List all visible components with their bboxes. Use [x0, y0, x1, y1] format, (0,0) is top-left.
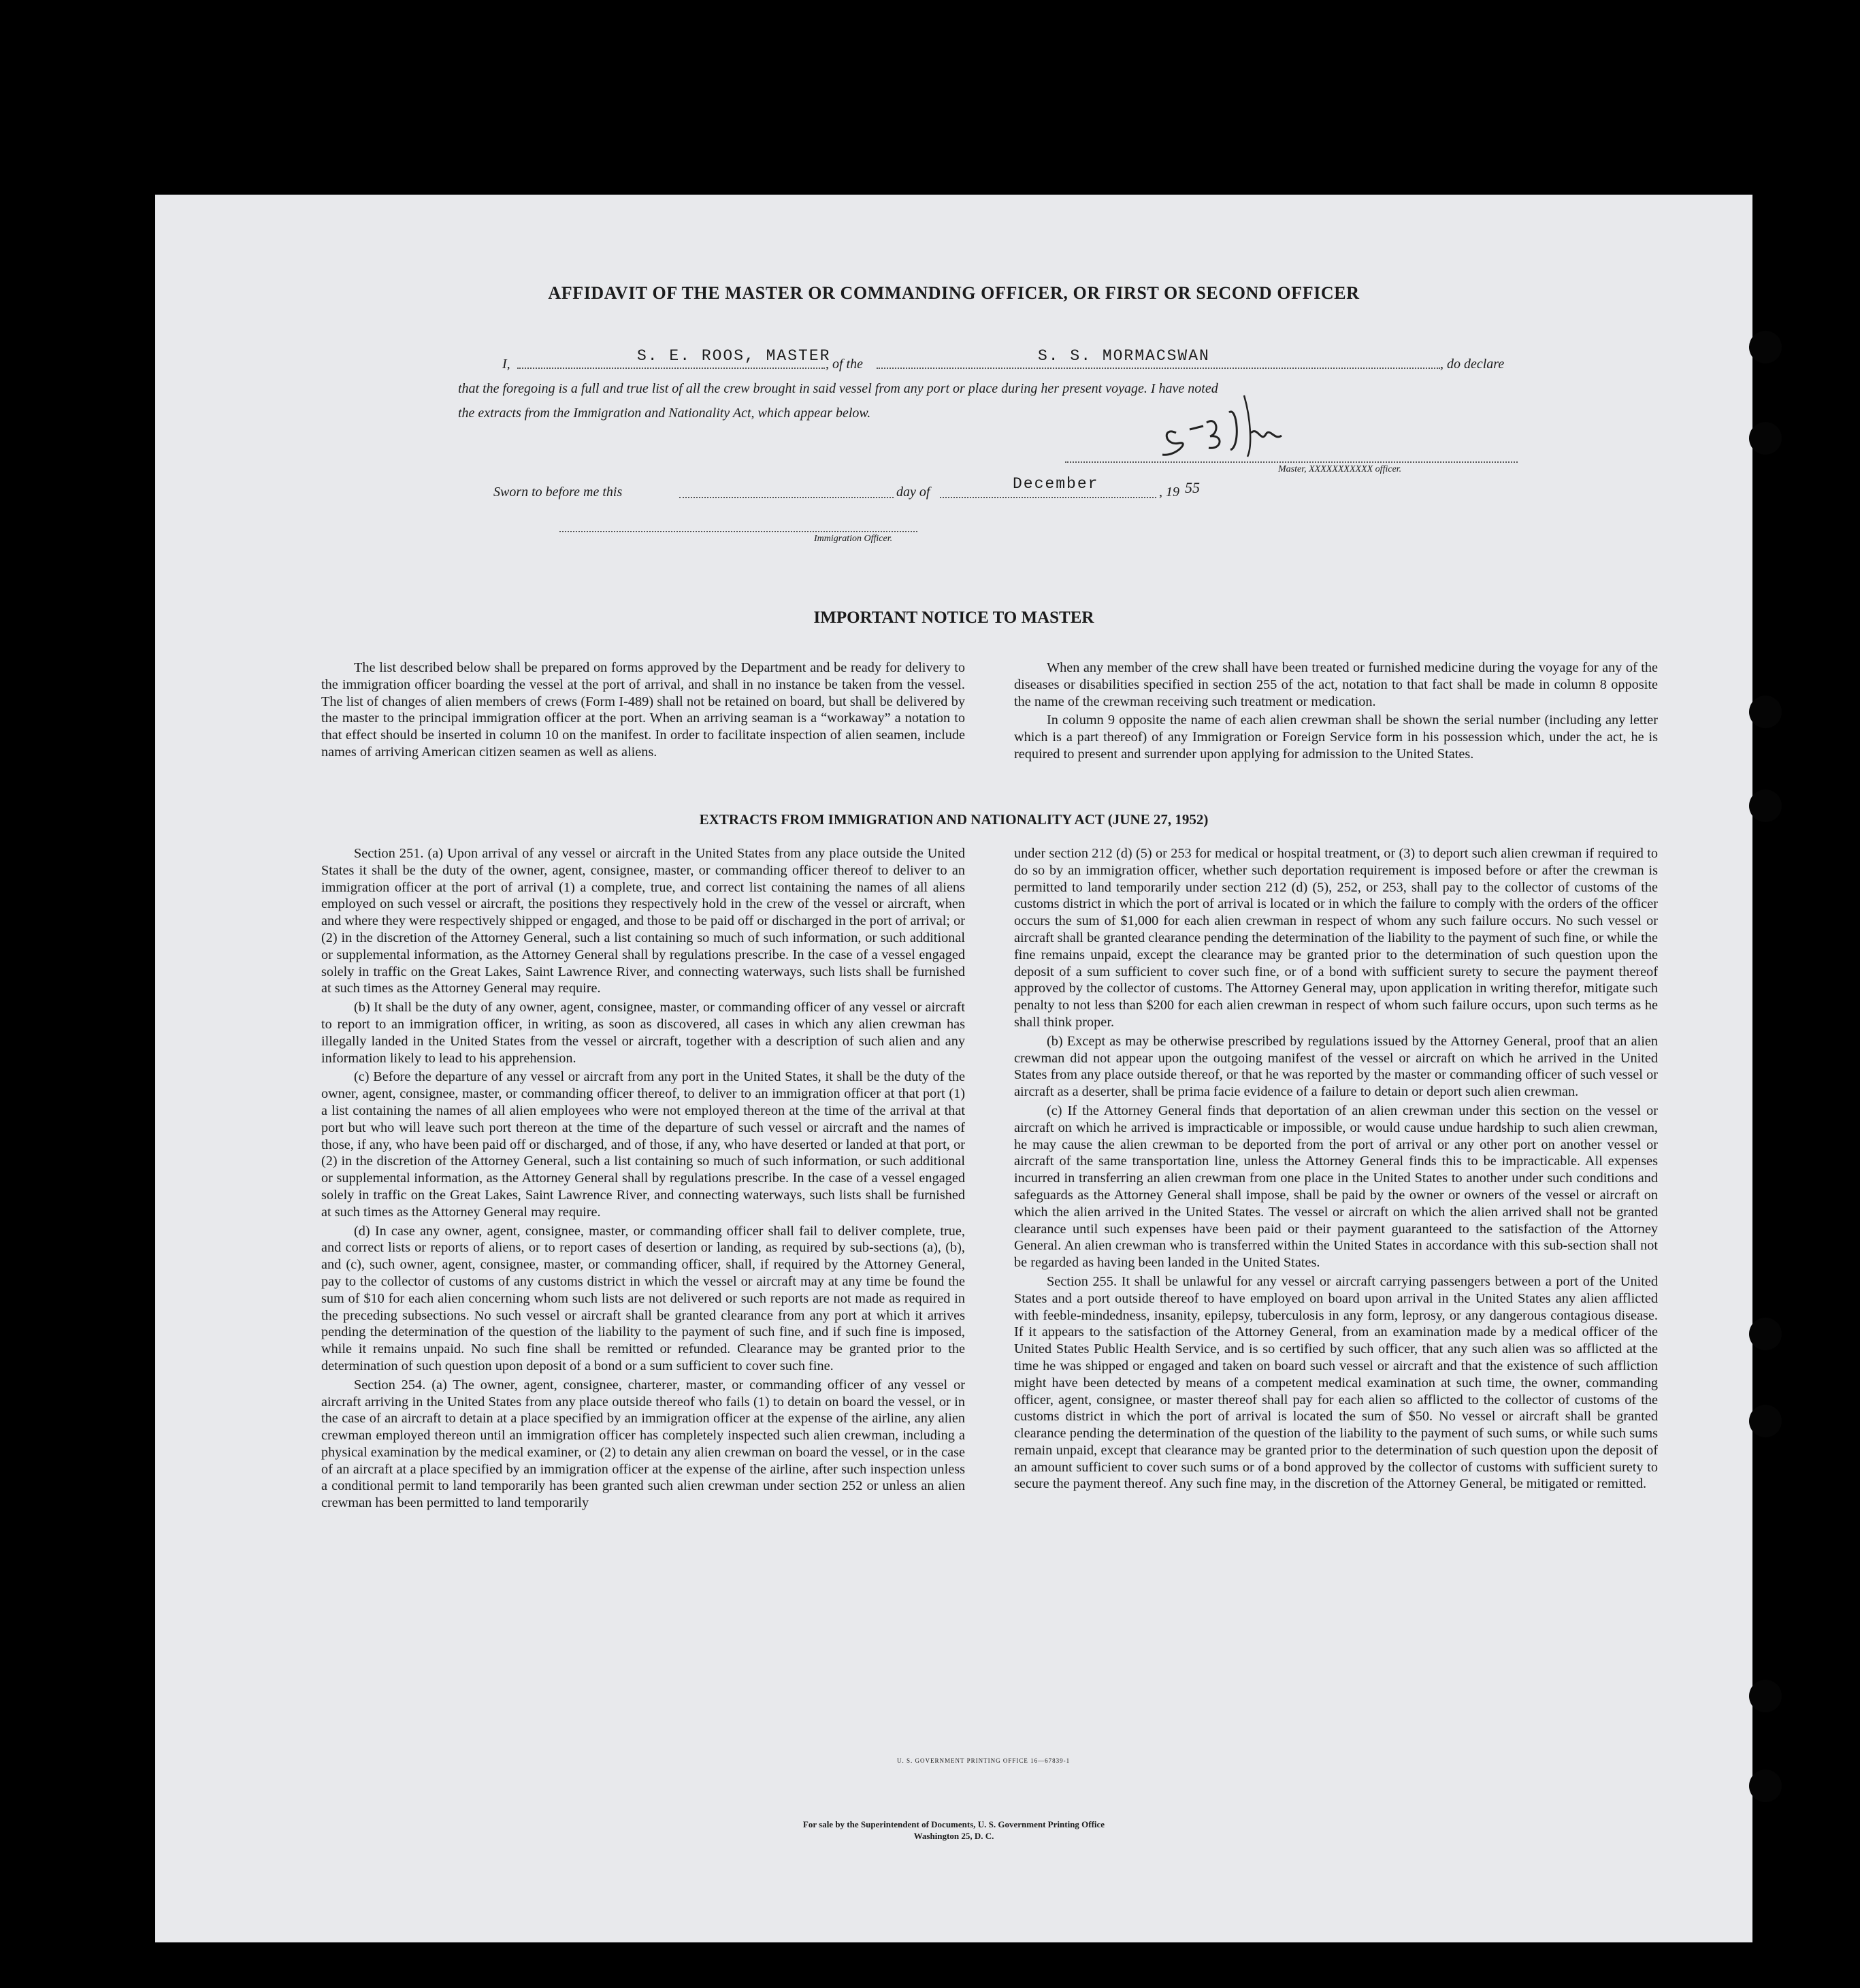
section-255: Section 255. It shall be unlawful for any vessel or aircraft carrying passengers between a port of the United States and a port outside thereof to have employed on board upon arrival in the United States any alien afflicted with feeble-mindedness, insanity, epilepsy, tuberculosis in any form, leprosy, or any dangerous contagious disease. If it appears to the satisfaction of the Attorney General, from an examination made by a medical officer of the United States Public Health Service, and is so certified by such officer, that any such alien was so afflicted at the time he was shipped or engaged and taken on board such vessel or aircraft and that the existence of such affliction might have been detected by means of a competent medical examination at such time, the owner, commanding officer, agent, consignee, or master thereof shall pay for each alien so afflicted to the collector of customs of the customs district in which the port of arrival is located the sum of $50. No vessel or aircraft shall be granted clearance pending the determination of the question of the liability to the payment of such sums, or while such sums remain unpaid, except that clearance may be granted prior to the determination of such question upon the deposit of an amount sufficient to cover such sums or of a bond approved by the collector of customs with sufficient surety to secure the payment thereof. Any such fine may, in the discretion of the Attorney General, be mitigated or remitted.: [1014, 1273, 1658, 1492]
of-the-label: , of the: [826, 357, 863, 372]
officer-caption: Immigration Officer.: [814, 534, 893, 544]
affidavit-title: AFFIDAVIT OF THE MASTER OR COMMANDING OFFICER, OR FIRST OR SECOND OFFICER: [548, 283, 1360, 303]
signature-line: [1065, 461, 1518, 463]
sworn-label: Sworn to before me this: [493, 485, 623, 500]
officer-line: [559, 531, 917, 532]
section-254-a-continued: under section 212 (d) (5) or 253 for medical or hospital treatment, or (3) to deport such alien crewman if required to do so by an immigration officer, whether such deportation requirement is imposed before or after the crewman is permitted to land temporarily under section 212 (d) (5), 252, or 253, shall pay to the collector of customs of the customs district in which the port of arrival is located or in which the failure to comply with the orders of the officer occurs the sum of $1,000 for each alien crewman in respect of whom any such failure occurs. No such vessel or aircraft shall be granted clearance pending the determination of the liability to the payment of such fine, or while the fine remains unpaid, except the clearance may be granted prior to the determination of such question upon the deposit of a sum sufficient to cover such fine, or of a bond with sufficient surety to secure the payment thereof approved by the collector of customs. The Attorney General may, upon application in writing therefor, mitigate such penalty to not less than $200 for each alien crewman in respect of whom such failure occurs, upon such terms as he shall think proper.: [1014, 846, 1658, 1030]
section-251-c: (c) Before the departure of any vessel or aircraft from any port in the United States, it shall be the duty of the owner, agent, consignee, master, or commanding officer thereof, to deliver to an immigration officer at that port (1) a list containing the names of all alien employees who were not employed thereon at the time of the arrival at that port but who will leave such port thereon at the time of the departure of such vessel or aircraft and the names of those, if any, who have been paid off or discharged, and of those, if any, who have deserted or landed at that port, or (2) in the discretion of the Attorney General, such a list containing so much of such information, or such additional or supplemental information, as the Attorney General shall by regulations prescribe. In the case of a vessel engaged solely in traffic on the Great Lakes, Saint Lawrence River, and connecting waterways, such lists shall be furnished at such times as the Attorney General may require.: [321, 1069, 965, 1220]
footer-line-2: Washington 25, D. C.: [913, 1831, 994, 1841]
year-field[interactable]: 55: [1185, 479, 1200, 496]
printer-mark: U. S. GOVERNMENT PRINTING OFFICE 16—67839-1: [897, 1757, 1071, 1764]
extracts-left-column: [321, 845, 965, 1512]
affidavit-page: [155, 195, 1752, 1942]
master-signature: [1149, 392, 1299, 467]
section-254-a: Section 254. (a) The owner, agent, consignee, charterer, master, or commanding officer of any vessel or aircraft arriving in the United States from any place outside thereof who fails (1) to detain on board the vessel, or in the case of an aircraft to detain at a place specified by an immigration officer at the expense of the airline, any alien crewman employed thereon until an immigration officer has completely inspected such alien crewman, including a physical examination by the medical examiner, or (2) to detain any alien crewman on board the vessel, or in the case of an aircraft at a place specified by an immigration officer at the expense of the airline, after such inspection unless a conditional permit to land temporarily has been granted such alien crewman under section 252 or unless an alien crewman has been permitted to land temporarily: [321, 1377, 965, 1511]
punch-hole-6: [1749, 1405, 1782, 1437]
footer-line-1: For sale by the Superintendent of Documents, U. S. Government Printing Office: [802, 1819, 1105, 1829]
section-251-b: (b) It shall be the duty of any owner, agent, consignee, master, or commanding officer of any vessel or aircraft to report to an immigration officer, in writing, as soon as discovered, all cases in which any alien crewman has illegally landed in the United States from the vessel or aircraft, together with a description of such alien and any information likely to lead to his apprehension.: [321, 1000, 965, 1066]
notice-right-text-2: In column 9 opposite the name of each alien crewman shall be shown the serial number (including any letter which is a part thereof) of any Immigration or Foreign Service form in his possession which, under the act, he is required to present and surrender upon applying for admission to the United States.: [1014, 713, 1658, 762]
notice-right-text-1: When any member of the crew shall have been treated or furnished medicine during the voyage for any of the diseases or disabilities specified in section 255 of the act, notation to that fact shall be made in column 8 opposite the name of the crewman receiving such treatment or medication.: [1014, 660, 1658, 709]
punch-hole-2: [1749, 422, 1782, 455]
extracts-title: EXTRACTS FROM IMMIGRATION AND NATIONALITY ACT (JUNE 27, 1952): [699, 811, 1209, 828]
day-of-label: day of: [896, 485, 930, 500]
notice-right: [1014, 659, 1658, 763]
year-prefix: , 19: [1159, 485, 1179, 500]
punch-hole-4: [1749, 789, 1782, 822]
master-name-field[interactable]: S. E. ROOS, MASTER: [637, 347, 831, 365]
day-line: [679, 497, 894, 498]
vessel-line: [877, 368, 1440, 369]
declaration-prefix: I,: [502, 357, 510, 372]
master-name-line: [517, 368, 825, 369]
punch-hole-5: [1749, 1318, 1782, 1350]
punch-hole-8: [1749, 1770, 1782, 1802]
punch-hole-3: [1749, 696, 1782, 728]
punch-hole-7: [1749, 1680, 1782, 1712]
month-line: [940, 497, 1156, 498]
notice-left: [321, 659, 965, 761]
section-254-b: (b) Except as may be otherwise prescribed by regulations issued by the Attorney General, proof that an alien crewman did not appear upon the outgoing manifest of the vessel or aircraft on which he arrived in the United States from any place outside thereof, or that he was reported by the master or commanding officer of such vessel or aircraft as a deserter, shall be prima facie evidence of a failure to detain or deport such alien crewman.: [1014, 1033, 1658, 1100]
section-254-c: (c) If the Attorney General finds that deportation of an alien crewman under this section on the vessel or aircraft on which he arrived is impracticable or impossible, or would cause undue hardship to such alien crewman, he may cause the alien crewman to be deported from the port of arrival or any other port on another vessel or aircraft of the same transportation line, unless the Attorney General finds this to be impracticable. All expenses incurred in transferring an alien crewman from one place in the United States to another under such conditions and safeguards as the Attorney General shall impose, shall be paid by the owner or owners of the vessel or aircraft on which the alien arrived in the United States. The vessel or aircraft on which the alien arrived shall not be granted clearance until such expenses have been paid or their payment guaranteed to the satisfaction of the Attorney General. An alien crewman who is transferred within the United States in accordance with this sub-section shall not be regarded as having been landed in the United States.: [1014, 1103, 1658, 1271]
notice-title: IMPORTANT NOTICE TO MASTER: [813, 608, 1094, 627]
extracts-right-column: [1014, 845, 1658, 1493]
section-251-d: (d) In case any owner, agent, consignee, master, or commanding officer shall fail to deliver complete, true, and correct lists or reports of aliens, or to report cases of desertion or landing, as required by sub-sections (a), (b), and (c), such owner, agent, consignee, master, or commanding officer, shall, if required by the Attorney General, pay to the collector of customs of any customs district in which the vessel or aircraft may at any time be found the sum of $10 for each alien concerning whom such lists are not delivered or such reports are not made as required in the preceding subsections. No such vessel or aircraft shall be granted clearance from any port at which it arrives pending the determination of the question of the liability to the payment of such fine, and if such fine is imposed, while it remains unpaid. No such fine shall be remitted or refunded. Clearance may be granted prior to the determination of such question upon deposit of a bond or a sum sufficient to cover such fine.: [321, 1223, 965, 1373]
declaration-line-3: the extracts from the Immigration and Nationality Act, which appear below.: [458, 406, 871, 421]
notice-left-text: The list described below shall be prepared on forms approved by the Department and be ready for delivery to the immigration officer boarding the vessel at the port of arrival, and shall in no instance be taken from the vessel. The list of changes of alien members of crews (Form I-489) shall not be retained on board, but shall be delivered by the master to the principal immigration officer at the port. When an arriving seaman is a “workaway” a notation to that effect should be inserted in column 10 on the manifest. In order to facilitate inspection of alien seamen, include names of arriving American citizen seamen as well as aliens.: [321, 660, 965, 760]
vessel-name-field[interactable]: S. S. MORMACSWAN: [1038, 347, 1210, 365]
do-declare-label: , do declare: [1440, 357, 1505, 372]
month-field[interactable]: December: [1013, 475, 1099, 493]
punch-hole-1: [1749, 331, 1782, 363]
section-251-a: Section 251. (a) Upon arrival of any vessel or aircraft in the United States from any place outside the United States it shall be the duty of the owner, agent, consignee, master, or commanding officer thereof to deliver to an immigration officer at the port of arrival (1) a complete, true, and correct list containing the names of all aliens employed on such vessel or aircraft, the positions they respectively hold in the crew of the vessel or aircraft, when and where they were respectively shipped or engaged, and those to be paid off or discharged in the port of arrival; or (2) in the discretion of the Attorney General, such a list containing so much of such information, or such additional or supplemental information, as the Attorney General shall by regulations prescribe. In the case of a vessel engaged solely in traffic on the Great Lakes, Saint Lawrence River, and connecting waterways, such lists shall be furnished at such times as the Attorney General may require.: [321, 846, 965, 996]
signature-caption: Master, XXXXXXXXXXX officer.: [1278, 464, 1402, 474]
declaration-line-2: that the foregoing is a full and true list of all the crew brought in said vessel from any port or place during her present voyage. I have noted: [458, 381, 1218, 396]
